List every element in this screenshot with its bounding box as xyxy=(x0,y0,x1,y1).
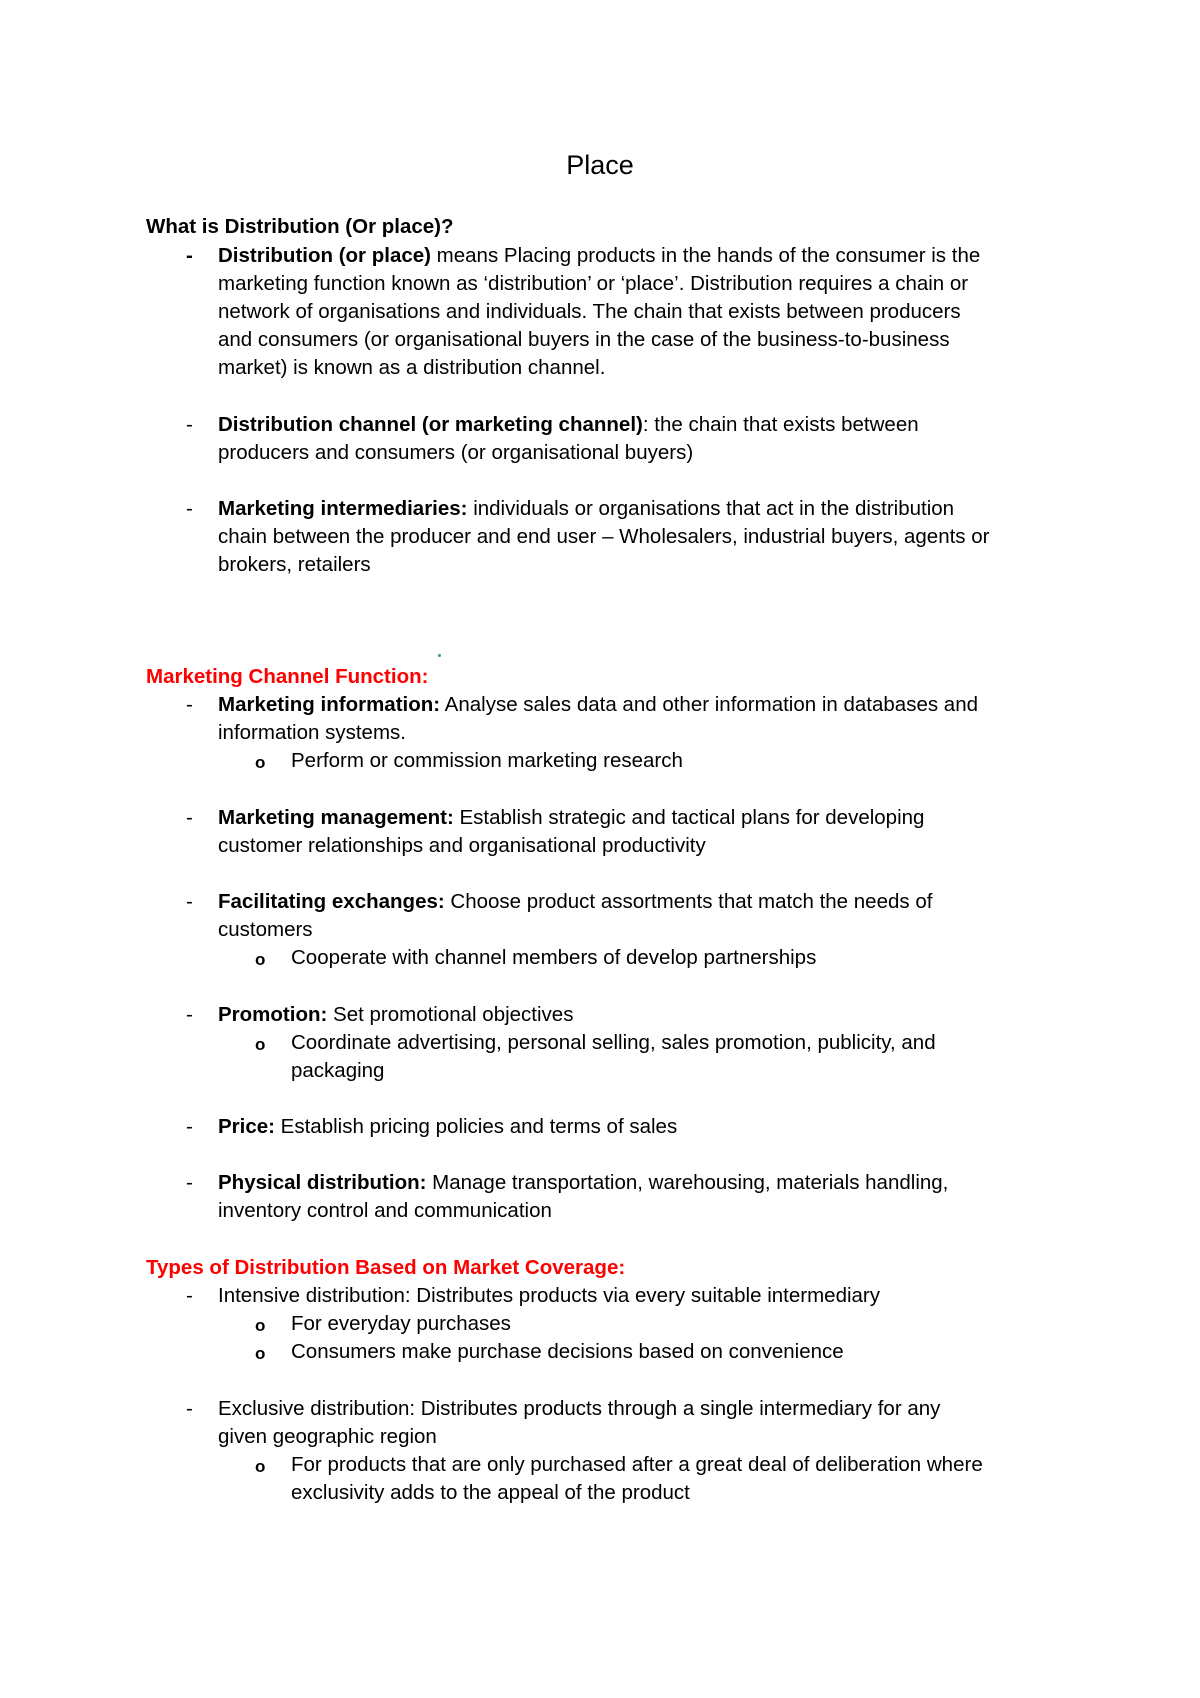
sub-bullet-marker: o xyxy=(255,1344,266,1363)
definition-line: customers xyxy=(218,918,313,941)
term-physical-distribution: Physical distribution: xyxy=(218,1171,427,1194)
dash-marker: - xyxy=(186,1003,193,1026)
dash-marker: - xyxy=(186,497,193,520)
term-marketing-intermediaries: Marketing intermediaries: xyxy=(218,497,468,520)
sub-item-continuation: packaging xyxy=(291,1059,385,1082)
section-heading-marketing-channel-function: Marketing Channel Function: xyxy=(146,665,429,688)
sub-item: Consumers make purchase decisions based on convenience xyxy=(291,1340,844,1363)
sub-item: For products that are only purchased after a great deal of deliberation where xyxy=(291,1453,983,1476)
definition-line: producers and consumers (or organisational buyers) xyxy=(218,441,694,464)
definition-line: inventory control and communication xyxy=(218,1199,552,1222)
list-item-marketing-information xyxy=(218,690,978,720)
definition-text: Choose product assortments that match the needs of xyxy=(444,890,933,913)
definition-text: means Placing products in the hands of the consumer is the xyxy=(430,244,981,267)
dash-marker: - xyxy=(186,413,193,436)
definition-line: chain between the producer and end user – Wholesalers, industrial buyers, agents or xyxy=(218,525,990,548)
sub-item-continuation: exclusivity adds to the appeal of the product xyxy=(291,1481,690,1504)
dash-marker: - xyxy=(186,693,193,716)
term-distribution: Distribution (or place) xyxy=(218,244,431,267)
dash-marker: - xyxy=(186,1115,193,1138)
list-item-price xyxy=(218,1112,677,1142)
sub-bullet-marker: o xyxy=(255,1035,266,1054)
dash-marker: - xyxy=(186,244,193,267)
definition-text: Analyse sales data and other information in databases and xyxy=(440,693,979,716)
sub-item: For everyday purchases xyxy=(291,1312,511,1335)
sub-bullet-marker: o xyxy=(255,753,266,772)
definition-text: Establish strategic and tactical plans for developing xyxy=(453,806,925,829)
section-heading-distribution: What is Distribution (Or place)? xyxy=(146,215,454,238)
list-item-exclusive-distribution: Exclusive distribution: Distributes products through a single intermediary for any xyxy=(218,1397,941,1420)
dash-marker: - xyxy=(186,890,193,913)
sub-item: Perform or commission marketing research xyxy=(291,749,683,772)
dash-marker: - xyxy=(186,806,193,829)
list-item-intensive-distribution: Intensive distribution: Distributes products via every suitable intermediary xyxy=(218,1284,880,1307)
list-item-promotion xyxy=(218,1000,573,1030)
sub-bullet-marker: o xyxy=(255,950,266,969)
definition-text: individuals or organisations that act in the distribution xyxy=(467,497,955,520)
stray-dot xyxy=(438,654,441,657)
dash-marker: - xyxy=(186,1397,193,1420)
list-item-distribution xyxy=(218,241,980,271)
definition-line: marketing function known as ‘distribution’ or ‘place’. Distribution requires a chain or xyxy=(218,272,969,295)
sub-bullet-marker: o xyxy=(255,1316,266,1335)
dash-marker: - xyxy=(186,1171,193,1194)
definition-line: and consumers (or organisational buyers in the case of the business-to-business xyxy=(218,328,950,351)
sub-item: Cooperate with channel members of develop partnerships xyxy=(291,946,817,969)
list-item-marketing-management xyxy=(218,803,924,833)
definition-text: : the chain that exists between xyxy=(642,413,919,436)
definition-line: brokers, retailers xyxy=(218,553,371,576)
term-facilitating-exchanges: Facilitating exchanges: xyxy=(218,890,445,913)
definition-line: network of organisations and individuals. The chain that exists between producers xyxy=(218,300,961,323)
term-promotion: Promotion: xyxy=(218,1003,328,1026)
section-heading-types-of-distribution: Types of Distribution Based on Market Coverage: xyxy=(146,1256,626,1279)
dash-marker: - xyxy=(186,1284,193,1307)
definition-line: given geographic region xyxy=(218,1425,437,1448)
definition-line: market) is known as a distribution channel. xyxy=(218,356,606,379)
term-distribution-channel: Distribution channel (or marketing channel) xyxy=(218,413,643,436)
term-marketing-management: Marketing management: xyxy=(218,806,454,829)
list-item-marketing-intermediaries xyxy=(218,494,954,524)
definition-text: Manage transportation, warehousing, materials handling, xyxy=(426,1171,949,1194)
page-title: Place xyxy=(566,150,634,180)
list-item-distribution-channel xyxy=(218,410,919,440)
term-price: Price: xyxy=(218,1115,275,1138)
list-item-physical-distribution xyxy=(218,1168,948,1198)
definition-line: information systems. xyxy=(218,721,406,744)
sub-item: Coordinate advertising, personal selling, sales promotion, publicity, and xyxy=(291,1031,936,1054)
term-marketing-information: Marketing information: xyxy=(218,693,441,716)
definition-text: Establish pricing policies and terms of sales xyxy=(274,1115,678,1138)
sub-bullet-marker: o xyxy=(255,1457,266,1476)
list-item-facilitating-exchanges xyxy=(218,887,932,917)
definition-line: customer relationships and organisational productivity xyxy=(218,834,706,857)
definition-text: Set promotional objectives xyxy=(327,1003,574,1026)
